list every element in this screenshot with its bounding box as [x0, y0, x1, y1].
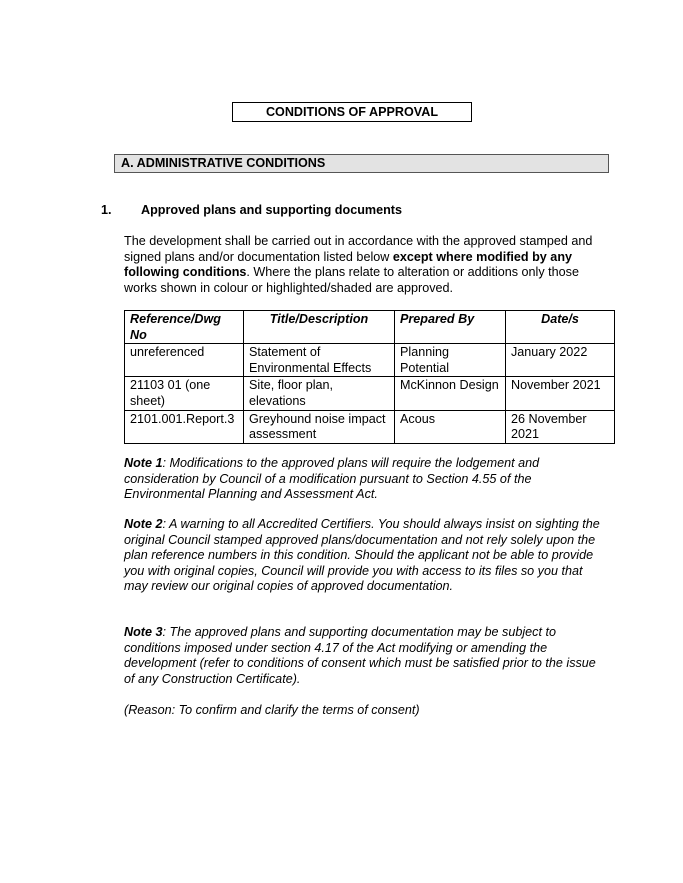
header-prepared-by: Prepared By [395, 311, 506, 344]
cell-date: November 2021 [506, 377, 615, 410]
cell-date: January 2022 [506, 344, 615, 377]
condition-number: 1. [101, 203, 112, 217]
note-label: Note 3 [124, 625, 163, 639]
condition-intro [124, 234, 609, 296]
table-row [125, 344, 615, 377]
table-row [125, 377, 615, 410]
table-row [125, 410, 615, 443]
header-title: Title/Description [244, 311, 395, 344]
cell-reference: unreferenced [125, 344, 244, 377]
note-text: : A warning to all Accredited Certifiers. You should always insist on sighting the original Council stamped approved plans/documentation and not rely solely upon the plan reference numbers in this condition. Should the applicant not be able to provide you with original copies, Council will provide you with access to its files so you that may review our original copies of approved documentation. [124, 517, 600, 594]
cell-title: Statement of Environmental Effects [244, 344, 395, 377]
note-2 [124, 517, 604, 595]
header-reference: Reference/Dwg No [125, 311, 244, 344]
cell-reference: 2101.001.Report.3 [125, 410, 244, 443]
cell-title: Site, floor plan, elevations [244, 377, 395, 410]
note-1 [124, 456, 604, 503]
reason-text: (Reason: To confirm and clarify the terms of consent) [124, 703, 420, 717]
note-text: : The approved plans and supporting documentation may be subject to conditions imposed under section 4.17 of the Act modifying or amending the development (refer to conditions of consent which must be satisfied prior to the issue of any Construction Certificate). [124, 625, 596, 686]
cell-date: 26 November 2021 [506, 410, 615, 443]
note-text: : Modifications to the approved plans will require the lodgement and consideration by Council of a modification pursuant to Section 4.55 of the Environmental Planning and Assessment Act. [124, 456, 540, 502]
cell-prepared-by: Planning Potential [395, 344, 506, 377]
section-header: A. ADMINISTRATIVE CONDITIONS [114, 154, 609, 173]
page-title: CONDITIONS OF APPROVAL [232, 102, 472, 122]
cell-prepared-by: McKinnon Design [395, 377, 506, 410]
cell-title: Greyhound noise impact assessment [244, 410, 395, 443]
note-label: Note 1 [124, 456, 163, 470]
intro-text-2: . Where the plans relate to alteration or additions only those works shown in colour or highlighted/shaded are approved. [124, 265, 579, 295]
condition-heading: Approved plans and supporting documents [141, 203, 402, 217]
cell-reference: 21103 01 (one sheet) [125, 377, 244, 410]
table-header-row [125, 311, 615, 344]
intro-text-1: The development shall be carried out in accordance with the approved stamped and signed plans and/or documentation listed below [124, 234, 593, 264]
header-date: Date/s [506, 311, 615, 344]
note-3 [124, 625, 604, 687]
intro-emphasis: except where modified by any following conditions [124, 249, 573, 280]
note-label: Note 2 [124, 517, 163, 531]
cell-prepared-by: Acous [395, 410, 506, 443]
approved-plans-table [124, 310, 615, 444]
